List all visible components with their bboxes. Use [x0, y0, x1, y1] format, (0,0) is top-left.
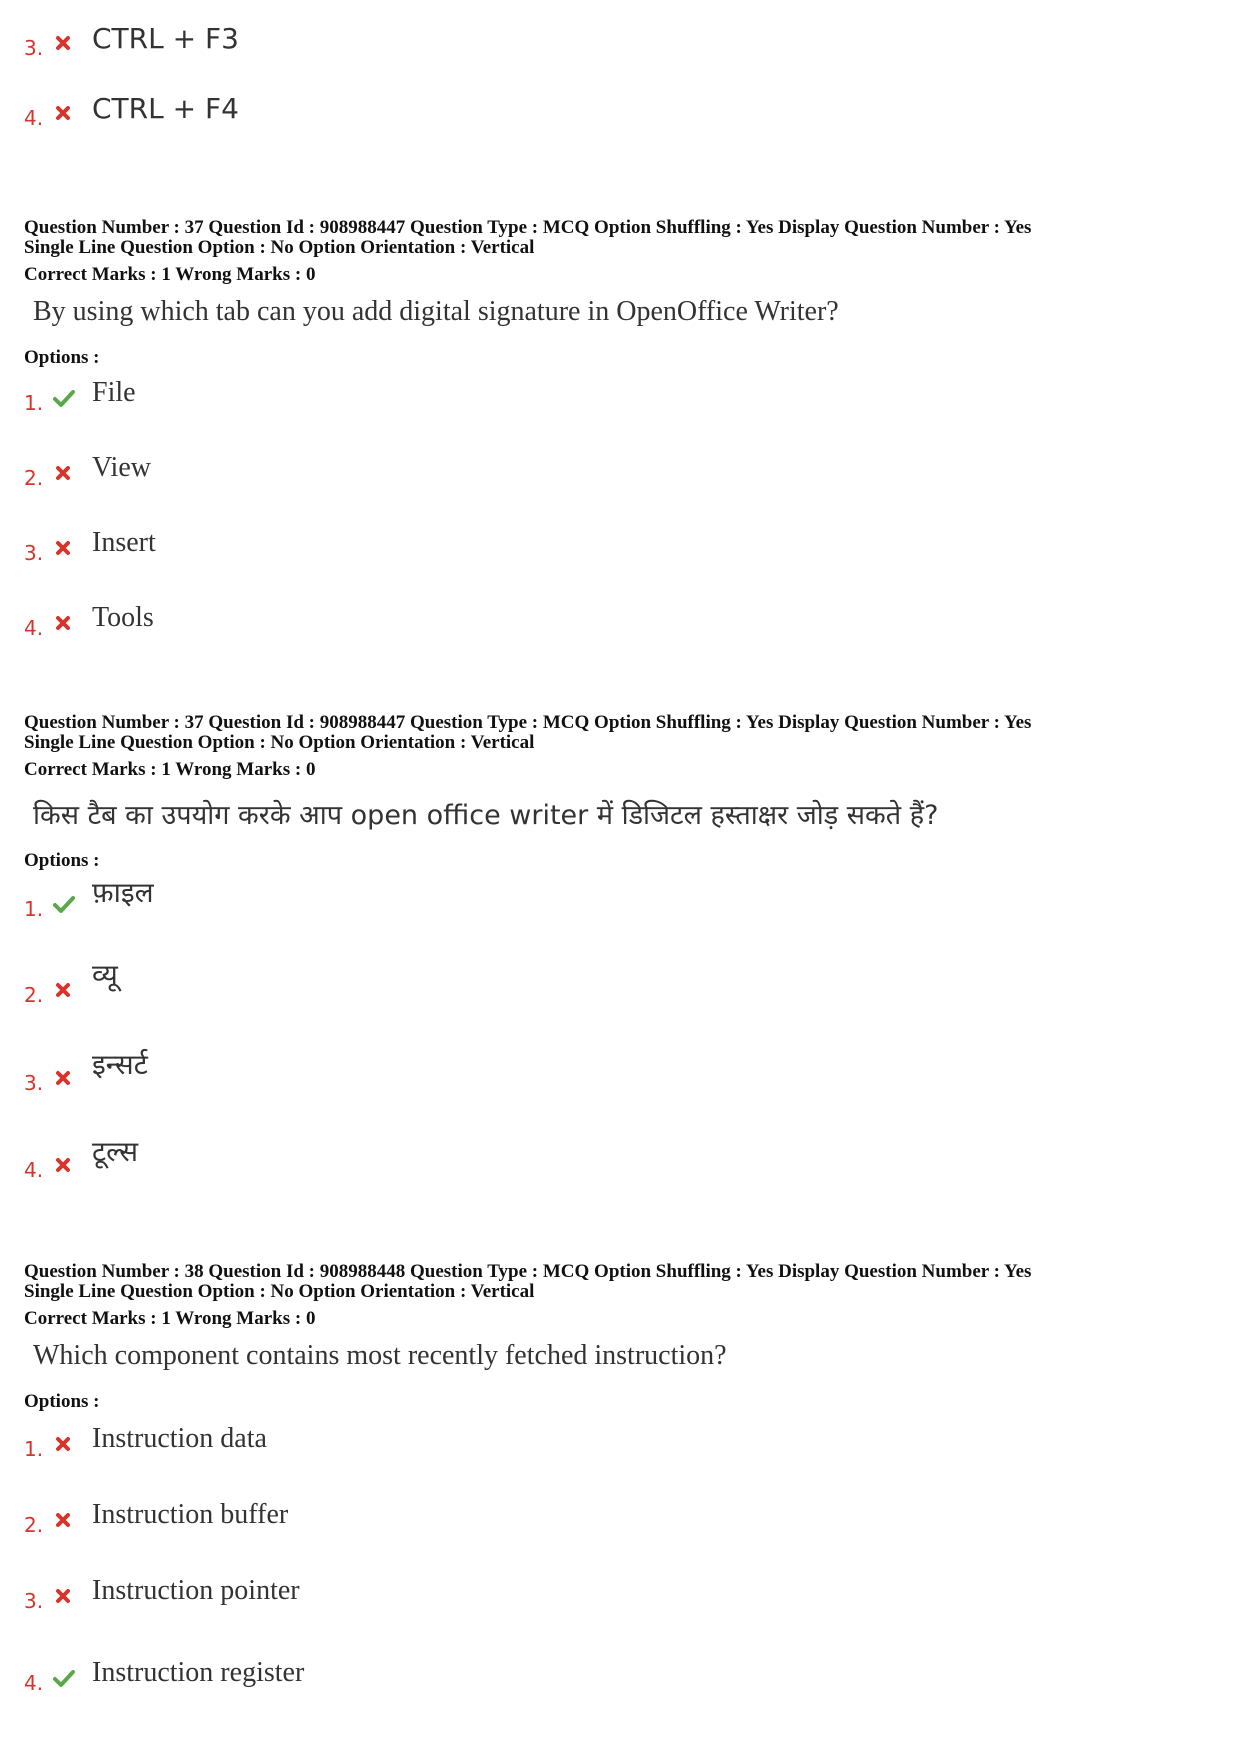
question-meta-line: Question Number : 38 Question Id : 908988448 Question Type : MCQ Option Shuffling : Yes Display Question Number : Yes [24, 1261, 1032, 1282]
check-icon [52, 1667, 74, 1689]
option-number: 2. [24, 1513, 44, 1537]
option-text: File [92, 377, 136, 408]
question-meta-line: Question Number : 37 Question Id : 908988447 Question Type : MCQ Option Shuffling : Yes Display Question Number : Yes [24, 712, 1032, 733]
option-number: 3. [24, 1071, 44, 1095]
option-text: CTRL + F4 [92, 92, 239, 125]
option-number: 4. [24, 106, 44, 130]
question-text: By using which tab can you add digital signature in OpenOffice Writer? [33, 296, 839, 327]
cross-icon [52, 32, 74, 54]
option-number: 2. [24, 983, 44, 1007]
option-number: 1. [24, 391, 44, 415]
option-text: Instruction data [92, 1423, 267, 1454]
option-text: व्यू [92, 958, 118, 991]
question-meta-line: Single Line Question Option : No Option Orientation : Vertical [24, 1281, 535, 1302]
option-text: Instruction pointer [92, 1575, 300, 1606]
cross-icon [52, 1509, 74, 1531]
option-text: Instruction buffer [92, 1499, 289, 1530]
options-label: Options : [24, 850, 100, 871]
option-number: 2. [24, 466, 44, 490]
cross-icon [52, 537, 74, 559]
option-number: 3. [24, 1589, 44, 1613]
options-label: Options : [24, 1391, 100, 1412]
option-number: 4. [24, 1158, 44, 1182]
cross-icon [52, 102, 74, 124]
option-text: Tools [92, 602, 154, 633]
check-icon [52, 387, 74, 409]
cross-icon [52, 1067, 74, 1089]
option-number: 4. [24, 1671, 44, 1695]
cross-icon [52, 1154, 74, 1176]
marks-line: Correct Marks : 1 Wrong Marks : 0 [24, 1308, 316, 1329]
question-meta-line: Single Line Question Option : No Option Orientation : Vertical [24, 237, 535, 258]
question-meta-line: Single Line Question Option : No Option Orientation : Vertical [24, 732, 535, 753]
question-meta-line: Question Number : 37 Question Id : 908988447 Question Type : MCQ Option Shuffling : Yes Display Question Number : Yes [24, 217, 1032, 238]
question-text: किस टैब का उपयोग करके आप open office writer में डिजिटल हस्ताक्षर जोड़ सकते हैं? [33, 800, 939, 831]
option-text: Instruction register [92, 1657, 305, 1688]
cross-icon [52, 612, 74, 634]
question-meta [24, 218, 1214, 285]
option-number: 3. [24, 36, 44, 60]
marks-line: Correct Marks : 1 Wrong Marks : 0 [24, 264, 316, 285]
cross-icon [52, 979, 74, 1001]
option-number: 4. [24, 616, 44, 640]
question-text: Which component contains most recently fetched instruction? [33, 1340, 727, 1371]
question-meta [24, 1262, 1214, 1329]
option-text: View [92, 452, 151, 483]
option-text: इन्सर्ट [92, 1048, 148, 1081]
option-number: 1. [24, 897, 44, 921]
cross-icon [52, 1585, 74, 1607]
marks-line: Correct Marks : 1 Wrong Marks : 0 [24, 759, 316, 780]
option-text: टूल्स [92, 1135, 139, 1168]
options-label: Options : [24, 347, 100, 368]
option-number: 1. [24, 1437, 44, 1461]
option-text: फ़ाइल [92, 876, 154, 909]
option-text: Insert [92, 527, 156, 558]
cross-icon [52, 462, 74, 484]
option-number: 3. [24, 541, 44, 565]
question-meta [24, 713, 1214, 780]
check-icon [52, 893, 74, 915]
cross-icon [52, 1433, 74, 1455]
option-text: CTRL + F3 [92, 22, 239, 55]
